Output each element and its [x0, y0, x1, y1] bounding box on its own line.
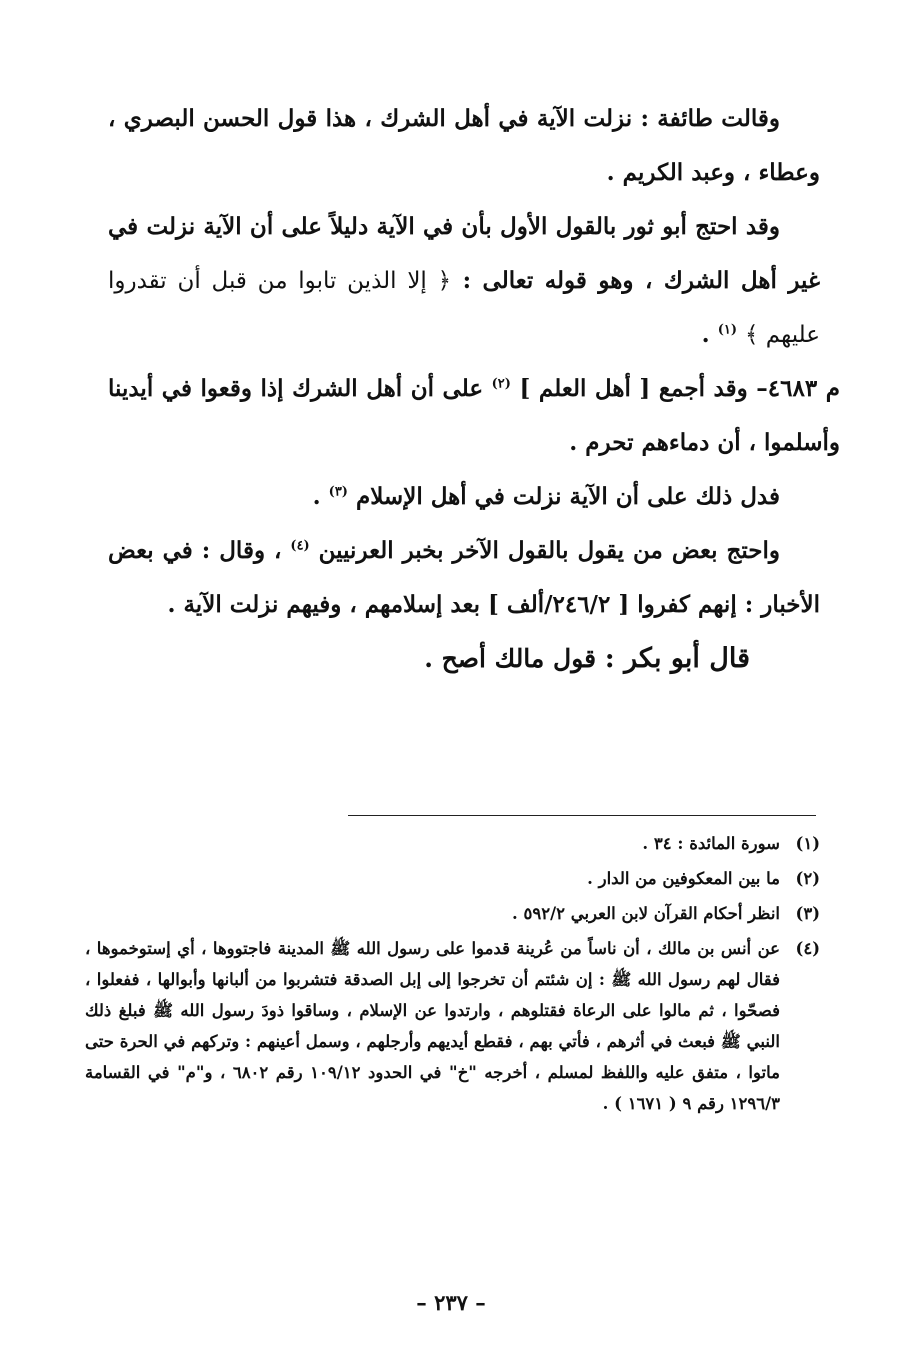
issue-number: م ٤٦٨٣– [756, 375, 840, 402]
paragraph-5-start: واحتج بعض من يقول بالقول الآخر بخبر العرنيين [318, 537, 780, 564]
footnote-ref-1[interactable]: (١) [717, 322, 737, 338]
paragraph-1: وقالت طائفة : نزلت الآية في أهل الشرك ، هذا قول الحسن البصري ، وعطاء ، وعبد الكريم . [108, 105, 820, 186]
footnote-number: (٣) [795, 904, 820, 923]
quran-verse: ﴿ إلا الذين تابوا من قبل أن تقدروا عليهم ﴾ [108, 268, 820, 348]
footnote-number: (٤) [795, 939, 820, 958]
footnote-text: ما بين المعكوفين من الدار . [587, 869, 780, 888]
paragraph-2-text: وقد احتج أبو ثور بالقول الأول بأن في الآية دليلاً على أن الآية نزلت في غير أهل الشرك ، وهو قوله تعالى : [108, 213, 820, 294]
paragraph-4-end: . [312, 483, 321, 510]
paragraph-2 [108, 200, 820, 362]
final-text: قول مالك أصح . [424, 644, 597, 673]
footnote-3 [85, 898, 820, 929]
footnote-4 [85, 933, 820, 1119]
issue-text-start: وقد أجمع [ أهل العلم ] [519, 375, 748, 402]
footnote-ref-2[interactable]: (٢) [491, 376, 511, 392]
paragraph-5 [108, 524, 820, 632]
paragraph-4 [108, 470, 820, 524]
footnote-text: سورة المائدة : ٣٤ . [642, 834, 780, 853]
footnote-divider [348, 815, 816, 816]
issue-paragraph [108, 362, 840, 470]
issue-text-rest: على أن أهل الشرك إذا وقعوا في أيدينا وأسلموا ، أن دماءهم تحرم . [108, 375, 840, 456]
footnote-1 [85, 828, 820, 859]
page-number: – ٢٣٧ – [416, 1290, 486, 1315]
footnote-text: انظر أحكام القرآن لابن العربي ٥٩٢/٢ . [511, 904, 780, 923]
paragraph-5-rest: ، وقال : في بعض الأخبار : إنهم كفروا [ ٢٤٦/٢/ألف ] بعد إسلامهم ، وفيهم نزلت الآية . [108, 537, 820, 618]
paragraph-4-text: فدل ذلك على أن الآية نزلت في أهل الإسلام [355, 483, 780, 510]
final-statement [108, 632, 820, 686]
final-speaker: قال أبو بكر : [604, 643, 750, 674]
footnote-ref-3[interactable]: (٣) [328, 484, 348, 500]
footnote-number: (٢) [795, 869, 820, 888]
footnote-2 [85, 863, 820, 894]
footnotes [85, 828, 820, 1123]
footnote-text: عن أنس بن مالك ، أن ناساً من عُرينة قدموا على رسول الله ﷺ المدينة فاجتووها ، أي إستوخموها ، فقال لهم رسول الله ﷺ : إن شئتم أن تخرجوا إلى إبل الصدقة فتشربوا من ألبانها وأبوالها ، ففعلوا ، فصحّوا ، ثم مالوا على الرعاة فقتلوهم ، وارتدوا عن الإسلام ، وساقوا ذودَ رسول الله ﷺ فبلغ ذلك النبي ﷺ فبعث في أثرهم ، فأتي بهم ، فقطع أيديهم وأرجلهم ، وسمل أعينهم : وتركهم في الحرة حتى ماتوا ، متفق عليه واللفظ لمسلم ، أخرجه "خ" في الحدود ١٠٩/١٢ رقم ٦٨٠٢ ، و"م" في القسامة ١٢٩٦/٣ رقم ٩ ( ١٦٧١ ) . [85, 939, 780, 1113]
footnote-number: (١) [795, 834, 820, 853]
paragraph-2-end: . [701, 321, 710, 348]
main-text [108, 92, 840, 686]
footnote-ref-4[interactable]: (٤) [290, 538, 310, 554]
